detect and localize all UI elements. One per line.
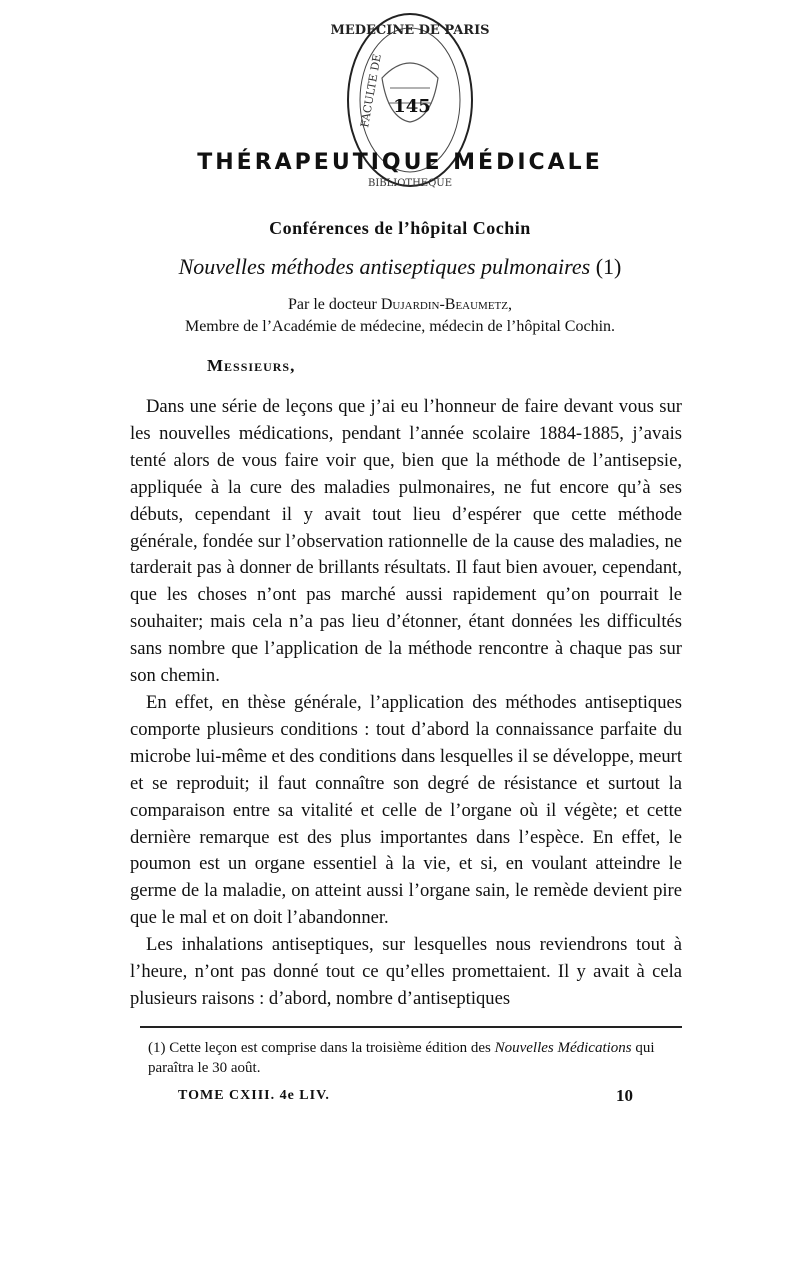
paragraph: Dans une série de leçons que j’ai eu l’honneur de faire devant vous sur les nouvelles médications, pendant l’année scolaire 1884-1885, j’avais tenté alors de vous faire voir que, bien que la méthode de l’antisepsie, appliquée à la cure des maladies pulmonaires, ne fut encore qu’à ses débuts, cependant il y avait tout lieu d’espérer que cette méthode générale, fondée sur l’observation rationnelle de la cause des maladies, ne tarderait pas à donner de brillants résultats. Il faut bien avouer, cependant, que les choses n’ont pas marché aussi rapidement qu’on pourrait le souhaiter; mais cela n’a pas lieu d’étonner, étant données les difficultés sans nombre que l’application de la méthode rencontre à chaque pas sur son chemin. [130, 396, 682, 687]
footnote-italic-title: Nouvelles Médications [494, 1040, 632, 1056]
footnote-text-before: Cette leçon est comprise dans la troisième édition des [169, 1040, 491, 1056]
stamp-number: 145 [393, 96, 431, 117]
stamp-top-text: MEDECINE DE PARIS [330, 23, 490, 38]
article-title: Nouvelles méthodes antiseptiques pulmonaires (1) [178, 254, 622, 279]
page-footer [0, 1088, 800, 1112]
section-title: THÉRAPEUTIQUE MÉDICALE [197, 150, 603, 175]
author-name: Dujardin-Beaumetz, [380, 296, 512, 313]
article-body [130, 394, 682, 1013]
footnote [148, 1038, 684, 1078]
conference-heading: Conférences de l’hôpital Cochin [269, 218, 531, 238]
footnote-text-after: qui paraîtra le 30 août. [148, 1040, 655, 1076]
footnote-marker: (1) [148, 1040, 166, 1056]
author-affiliation: Membre de l’Académie de médecine, médecin de l’hôpital Cochin. [184, 318, 616, 335]
footnote-divider [140, 1026, 682, 1028]
salutation: Messieurs, [207, 356, 296, 375]
footnote-reference: (1) [595, 254, 622, 279]
stamp-left-text: FACULTE DE [358, 52, 384, 129]
author-block [0, 294, 800, 338]
paragraph: Les inhalations antiseptiques, sur lesquelles nous reviendrons tout à l’heure, n’ont pas donné tout ce qu’elles promettaient. Il y avait à cela plusieurs raisons : d’abord, nombre d’antiseptiques [130, 934, 682, 1009]
author-line: Par le docteur Dujardin-Beaumetz, [287, 296, 512, 313]
page-number: 10 [616, 1086, 633, 1105]
paragraph: En effet, en thèse générale, l’application des méthodes antiseptiques comporte plusieurs conditions : tout d’abord la connaissance parfaite du microbe lui-même et des conditions dans lesquelles il se développe, meurt et se reproduit; il faut connaître son degré de résistance et surtout la comparaison entre sa vitalité et celle de l’organe où il végète; et cette dernière remarque est des plus importantes dans l’espèce. En effet, le poumon est un organe essentiel à la vie, et si, en voulant atteindre le germe de la maladie, on atteint aussi l’organe sain, le remède devient pire que le mal et on doit l’abandonner. [130, 691, 682, 929]
stamp-bottom-text: BIBLIOTHEQUE [367, 178, 453, 189]
tome-label: TOME CXIII. 4e LIV. [178, 1088, 330, 1103]
